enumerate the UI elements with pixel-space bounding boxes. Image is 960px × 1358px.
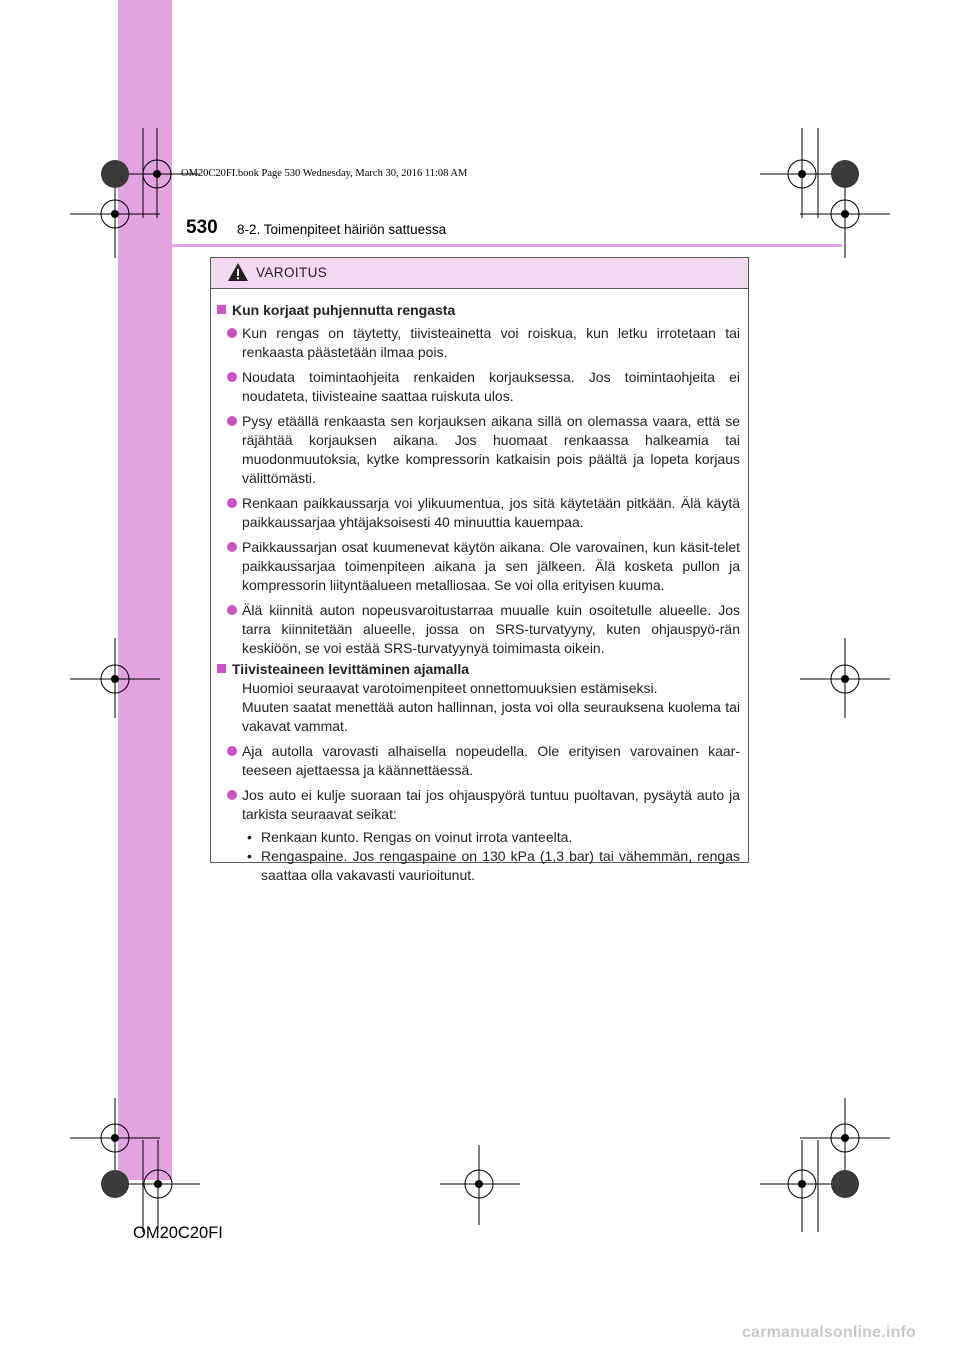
list-item: Aja autolla varovasti alhaisella nopeudella. Ole erityisen varovainen kaar-teeseen ajettaessa ja käännettäessä. (227, 742, 740, 780)
sub-list-item: • Renkaan kunto. Rengas on voinut irrota vanteelta. (247, 829, 573, 845)
page-number: 530 (186, 217, 218, 238)
sub-list-item: • Rengaspaine. Jos rengaspaine on 130 kPa (1,3 bar) tai vähemmän, rengas saattaa olla vakavasti vaurioitunut. (247, 848, 740, 883)
list-item: Älä kiinnitä auton nopeusvaroitustarraa muualle kuin osoitetulle alueelle. Jos tarra kiinnitetään alueelle, jossa on SRS-turvatyyny, kuten ohjauspyö-rän keskiöön, se voi estää SRS-turvatyynyä toimimasta oikein. (227, 601, 740, 658)
watermark: carmanualsonline.info (742, 1324, 917, 1341)
section-title: Kun korjaat puhjennutta rengasta (216, 301, 740, 320)
section-title: Tiivisteaineen levittäminen ajamalla (216, 660, 740, 679)
document-code: OM20C20FI (133, 1224, 223, 1242)
list-item: Noudata toimintaohjeita renkaiden korjauksessa. Jos toimintaohjeita ei noudateta, tiivisteaine saattaa ruiskuta ulos. (227, 368, 740, 406)
list-item: Pysy etäällä renkaasta sen korjauksen aikana sillä on olemassa vaara, että se räjähtää korjauksen aikana. Jos huomaat renkaassa halkeamia tai muodonmuutoksia, kytke kompressorin katkaisin pois päältä ja lopeta korjaus välittömästi. (227, 412, 740, 488)
print-info: OM20C20FI.book Page 530 Wednesday, March 30, 2016 11:08 AM (181, 168, 468, 179)
running-head: 8-2. Toimenpiteet häiriön sattuessa (237, 222, 447, 237)
list-item: Renkaan paikkaussarja voi ylikuumentua, jos sitä käytetään pitkään. Älä käytä paikkaussarjaa yhtäjaksoisesti 40 minuuttia kauempaa. (227, 494, 740, 532)
list-item: Jos auto ei kulje suoraan tai jos ohjauspyörä tuntuu puoltavan, pysäytä auto ja tarkista seuraavat seikat: (227, 786, 740, 824)
list-item: Paikkaussarjan osat kuumenevat käytön aikana. Ole varovainen, kun käsit-telet paikkaussarjaa toimenpiteen aikana ja sen jälkeen. Älä kosketa pullon ja kompressorin liityntäalueen metalliosaa. Se voi olla erityisen kuuma. (227, 538, 740, 595)
section-intro: Huomioi seuraavat varotoimenpiteet onnettomuuksien estämiseksi. Muuten saatat menettää auton hallinnan, josta voi olla seurauksena kuolema tai vakavat vammat. (242, 680, 740, 734)
warning-title: VAROITUS (256, 265, 328, 280)
list-item: Kun rengas on täytetty, tiivisteainetta voi roiskua, kun letku irrotetaan tai renkaasta päästetään ilmaa pois. (227, 324, 740, 362)
